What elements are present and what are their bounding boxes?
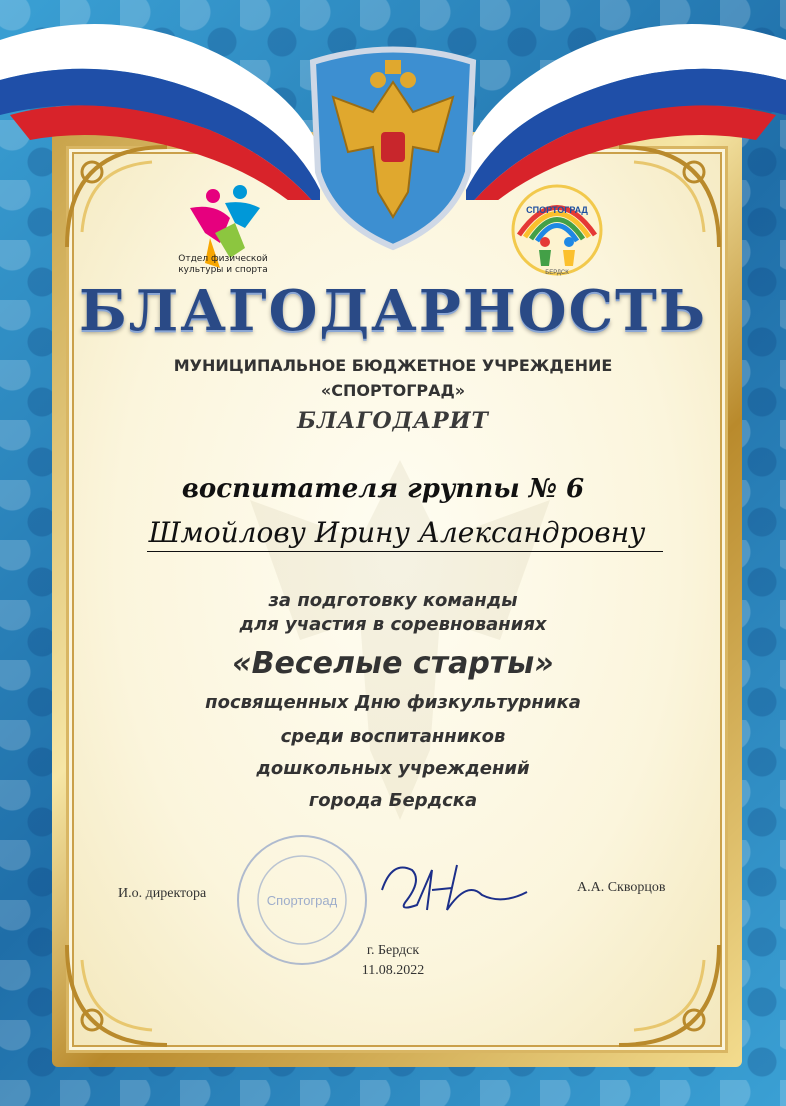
logo-right-subtext: БЕРДСК: [545, 270, 569, 276]
institution-line1: МУНИЦИПАЛЬНОЕ БЮДЖЕТНОЕ УЧРЕЖДЕНИЕ: [173, 356, 613, 375]
director-name: А.А. Скворцов: [577, 880, 666, 895]
stamp-text: Спортоград: [266, 893, 338, 908]
reason-line2: для участия в соревнованиях: [239, 614, 547, 635]
thanks-word: БЛАГОДАРИТ: [297, 408, 489, 434]
issue-date: 11.08.2022: [361, 963, 425, 978]
institution-line2: «СПОРТОГРАД»: [320, 381, 466, 400]
recipient-role: воспитателя группы № 6: [181, 474, 585, 504]
certificate-title: БЛАГОДАРНОСТЬ: [78, 278, 708, 344]
director-signature: [372, 850, 532, 920]
reason-line1: за подготовку команды: [268, 590, 518, 611]
director-label: И.о. директора: [118, 886, 207, 901]
logo-right-text: СПОРТОГРАД: [526, 205, 588, 215]
rainbow-children-icon: [507, 180, 607, 276]
reason-line5: дошкольных учреждений: [256, 758, 530, 779]
double-headed-eagle-icon: [303, 42, 483, 252]
recipient-name: Шмойлову Ирину Александровну: [147, 516, 664, 552]
logo-caption-line2: культуры и спорта: [178, 265, 268, 275]
reason-line3: посвященных Дню физкультурника: [205, 692, 581, 713]
recipient-name-row: [12, 516, 786, 549]
logo-caption-line1: Отдел физической: [178, 254, 268, 264]
reason-line6: города Бердска: [308, 790, 478, 811]
reason-line4: среди воспитанников: [280, 726, 506, 747]
event-name: «Веселые старты»: [232, 646, 554, 681]
logo-left-caption: [168, 254, 278, 276]
city: г. Бердск: [366, 943, 420, 958]
